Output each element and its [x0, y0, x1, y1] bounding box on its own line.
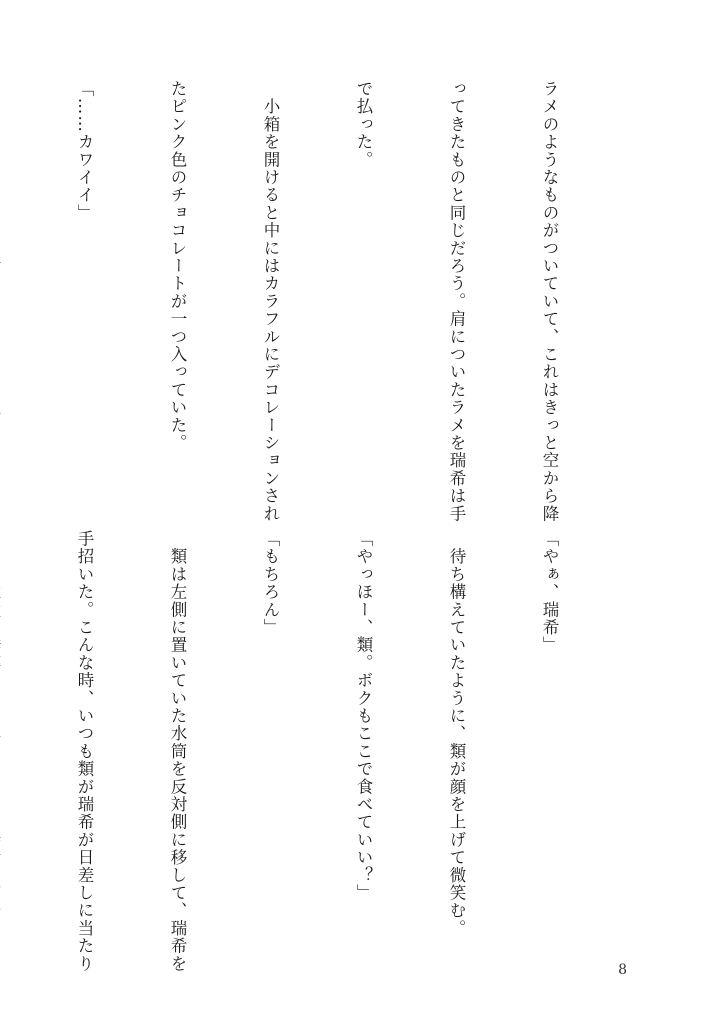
text-line: 待ち構えていたように、類が顔を上げて微笑む。	[447, 530, 466, 938]
text-line: 類は左側に置いていた水筒を反対側に移して、瑞希を	[168, 530, 187, 973]
text-line: たピンク色のチョコレートが一つ入っていた。	[168, 80, 187, 452]
text-line	[0, 80, 7, 520]
text-line: ラメのようなものがついていて、これはきっと空から降	[540, 80, 559, 523]
lower-text-block	[75, 530, 627, 973]
text-line: 小箱を開けると中にはカラフルにデコレーションされ	[261, 80, 280, 523]
text-line: で払った。	[354, 80, 373, 169]
text-line: ってきたものと同じだろう。肩についたラメを瑞希は手	[447, 80, 466, 523]
upper-text-block	[75, 80, 627, 523]
text-line: 「……カワイイ」	[75, 80, 94, 222]
text-line	[0, 530, 7, 965]
text-line: 「やぁ、瑞希」	[540, 530, 559, 654]
page-number: 8	[618, 962, 627, 978]
text-line: 「もちろん」	[261, 530, 280, 637]
text-line: 手招いた。こんな時、いつも類が瑞希が日差しに当たり	[75, 530, 94, 973]
text-line: 「やっほー、類。ボクもここで食べていい？」	[354, 530, 373, 902]
